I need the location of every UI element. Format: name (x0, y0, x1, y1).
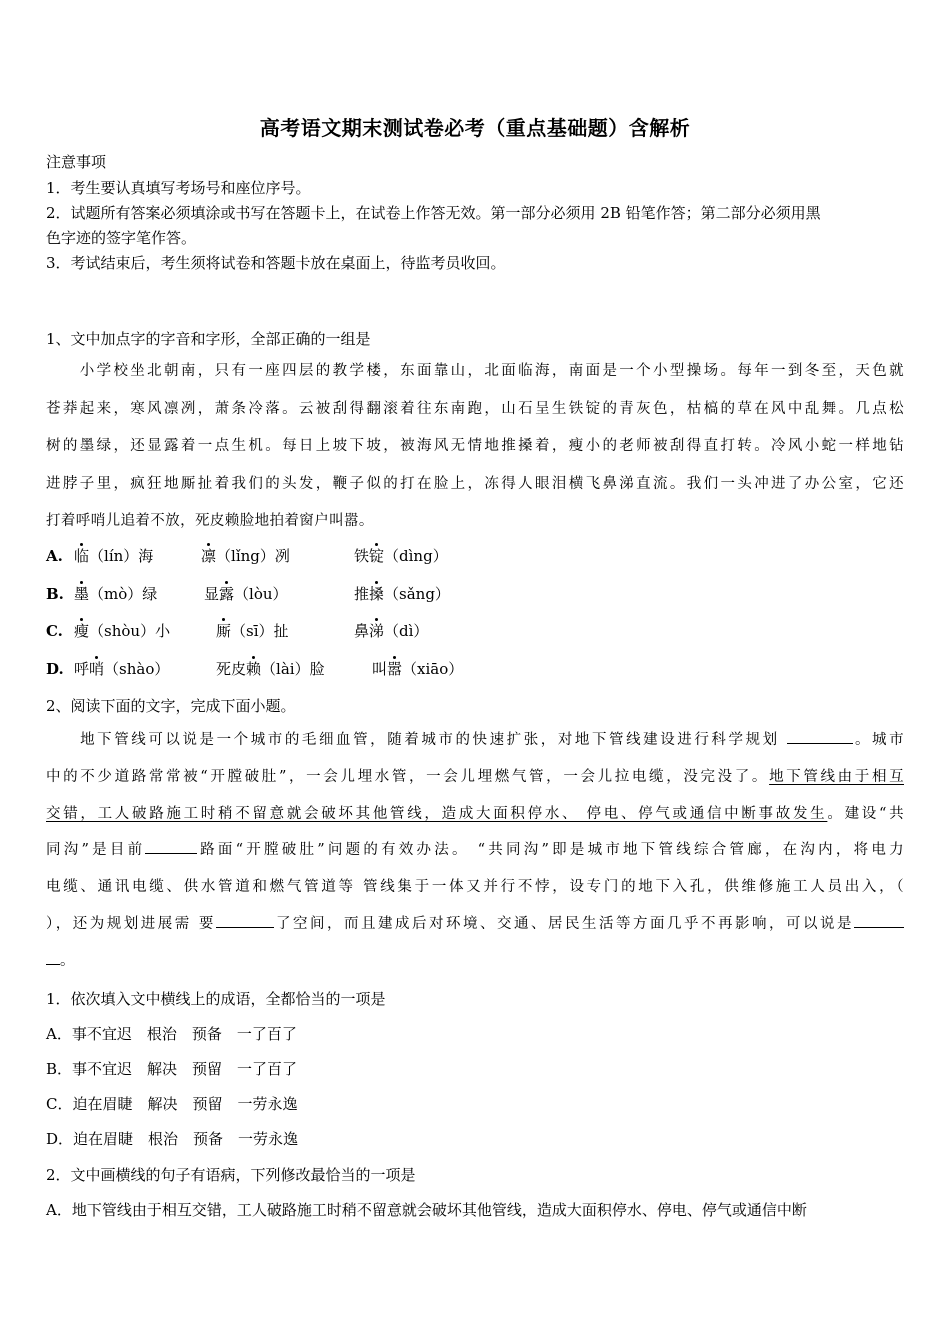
passage-line: 中的不少道路常常被“开膛破肚”，一会儿埋水管，一会儿埋燃气管，一会儿拉电缆，没完没了。地下管线由于相互 (46, 768, 904, 785)
subquestion-1-option-c: C．迫在眉睫 解决 预留 一劳永逸 (46, 1095, 298, 1113)
passage-line: 。 (46, 950, 904, 987)
option-b-item-3: 推搡（sǎng） (354, 585, 450, 603)
notice-item: 1．考生要认真填写考场号和座位序号。 (46, 179, 311, 197)
notice-heading: 注意事项 (46, 153, 107, 171)
dotted-char: 哨 (89, 660, 105, 678)
document-title: 高考语文期末测试卷必考（重点基础题）含解析 (259, 116, 691, 140)
fill-blank (216, 913, 274, 928)
subquestion-1-option-b: B．事不宜迟 解决 预留 一了百了 (46, 1060, 298, 1078)
passage-line: 苍莽起来，寒风凛冽，萧条冷落。云被刮得翻滚着往东南跑，山石呈生铁锭的青灰色，枯槁的草在风中乱舞。几点松 (46, 400, 904, 417)
passage-line: 同沟”是目前 路面“开膛破肚”问题的有效办法。 “共同沟”即是城市地下管线综合管廊，在沟内，将电力 (46, 839, 904, 876)
option-a-item-2: 凛（lǐng）冽 (201, 547, 290, 565)
option-c-item-2: 厮（sī）扯 (216, 622, 289, 640)
dotted-char: 赖 (246, 660, 262, 678)
passage-line: 地下管线可以说是一个城市的毛细血管，随着城市的快速扩张，对地下管线建设进行科学规划 。城市 (46, 729, 904, 766)
notice-item: 3．考试结束后，考生须将试卷和答题卡放在桌面上，待监考员收回。 (46, 254, 506, 272)
option-d-item-1: 呼哨（shào） (74, 660, 170, 678)
dotted-char: 锭 (369, 547, 385, 565)
dotted-char: 瘦 (74, 622, 90, 640)
passage-line: 交错，工人破路施工时稍不留意就会破坏其他管线，造成大面积停水、 停电、停气或通信中断事故发生。建设“共 (46, 805, 904, 822)
fill-blank (787, 729, 853, 744)
notice-item: 2．试题所有答案必须填涂或书写在答题卡上，在试卷上作答无效。第一部分必须用 2B 铅笔作答；第二部分必须用黑 (46, 204, 821, 222)
dotted-char: 涕 (369, 622, 385, 640)
dotted-char: 嚣 (387, 660, 403, 678)
option-b-label: B. (46, 585, 64, 603)
option-c-item-1: 瘦（shòu）小 (74, 622, 171, 640)
question-1-passage (46, 360, 904, 548)
option-d-label: D. (46, 660, 64, 678)
option-b-item-1: 墨（mò）绿 (74, 585, 158, 603)
question-1-stem: 1、文中加点字的字音和字形，全部正确的一组是 (46, 330, 371, 348)
subquestion-1-option-d: D．迫在眉睫 根治 预备 一劳永逸 (46, 1130, 299, 1148)
notice-item: 色字迹的签字笔作答。 (46, 229, 197, 247)
option-a-label: A. (46, 547, 63, 565)
passage-line: 电缆、通讯电缆、供水管道和燃气管道等 管线集于一体又并行不悖，设专门的地下入孔，供维修施工人员出入，（ (46, 879, 904, 896)
fill-blank (46, 950, 60, 965)
underlined-sentence: 地下管线由于相互 (769, 768, 904, 785)
option-c-item-3: 鼻涕（dì） (354, 622, 429, 640)
question-2-passage (46, 729, 904, 987)
option-d-item-3: 叫嚣（xiāo） (372, 660, 464, 678)
question-2-stem: 2、阅读下面的文字，完成下面小题。 (46, 697, 296, 715)
passage-line: 进脖子里，疯狂地厮扯着我们的头发，鞭子似的打在脸上，冻得人眼泪横飞鼻涕直流。我们一头冲进了办公室，它还 (46, 475, 904, 492)
option-a-item-3: 铁锭（dìng） (354, 547, 448, 565)
dotted-char: 搡 (369, 585, 385, 603)
fill-blank (145, 839, 197, 854)
subquestion-1-option-a: A．事不宜迟 根治 预备 一了百了 (46, 1025, 297, 1043)
dotted-char: 墨 (74, 585, 90, 603)
option-d-item-2: 死皮赖（lài）脸 (216, 660, 325, 678)
subquestion-2-stem: 2．文中画横线的句子有语病，下列修改最恰当的一项是 (46, 1166, 416, 1184)
option-c-label: C. (46, 622, 63, 640)
passage-line: 打着呼哨儿追着不放，死皮赖脸地拍着窗户叫嚣。 (46, 513, 374, 529)
subquestion-2-option-a: A．地下管线由于相互交错，工人破路施工时稍不留意就会破坏其他管线，造成大面积停水、停电、停气或通信中断 (46, 1201, 807, 1219)
dotted-char: 露 (219, 585, 235, 603)
dotted-char: 临 (74, 547, 90, 565)
dotted-char: 厮 (216, 622, 232, 640)
passage-line: 小学校坐北朝南，只有一座四层的教学楼，东面靠山，北面临海，南面是一个小型操场。每年一到冬至，天色就 (46, 363, 904, 379)
fill-blank (854, 913, 904, 928)
passage-line: ），还为规划进展需 要 了空间，而且建成后对环境、交通、居民生活等方面几乎不再影响，可以说是 (46, 913, 904, 950)
subquestion-1-stem: 1．依次填入文中横线上的成语，全都恰当的一项是 (46, 990, 386, 1008)
option-a-item-1: 临（lín）海 (74, 547, 154, 565)
passage-line: 树的墨绿，还显露着一点生机。每日上坡下坡，被海风无情地推搡着，瘦小的老师被刮得直打转。冷风小蛇一样地钻 (46, 438, 904, 454)
underlined-sentence: 交错，工人破路施工时稍不留意就会破坏其他管线，造成大面积停水、 停电、停气或通信中断事故发生 (46, 805, 828, 822)
dotted-char: 凛 (201, 547, 217, 565)
option-b-item-2: 显露（lòu） (204, 585, 288, 603)
